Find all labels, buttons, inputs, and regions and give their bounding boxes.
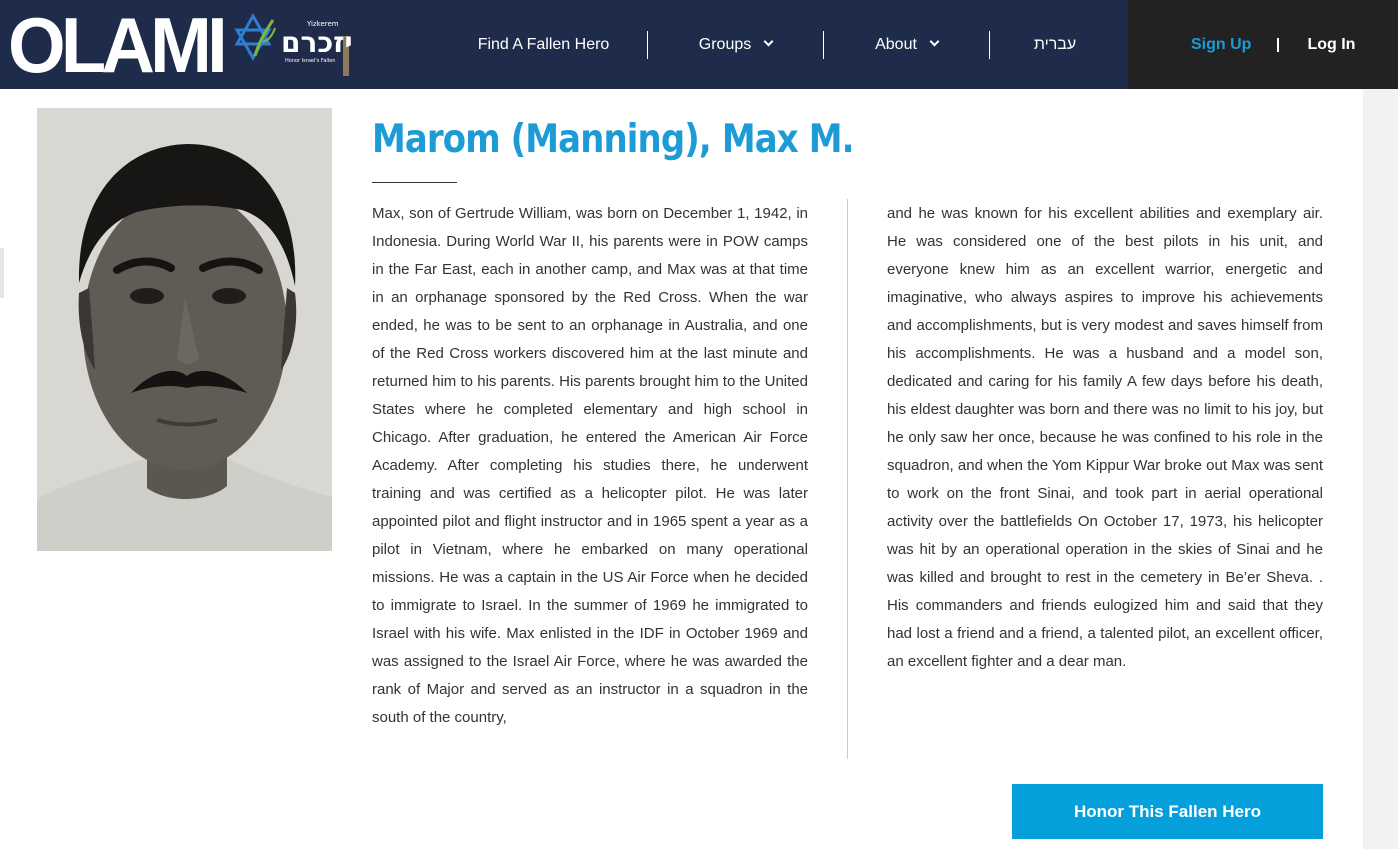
column-divider — [847, 199, 848, 759]
nav-groups[interactable] — [648, 31, 823, 59]
hero-portrait — [37, 108, 332, 551]
biography-column-1: Max, son of Gertrude William, was born on December 1, 1942, in Indonesia. During World War II, his parents were in POW camps in the Far East, each in another camp, and Max was at that time in an orphanage sponsored by the Red Cross. When the war ended, he was to be sent to an orphanage in Australia, and one of the Red Cross workers discovered him at the last minute and returned him to his parents. His parents brought him to the United States where he completed elementary and high school in Chicago. After graduation, he entered the American Air Force Academy. After completing his studies there, he underwent training and was certified as a helicopter pilot. He was later appointed pilot and flight instructor and in 1965 spent a year as a pilot in Vietnam, where he embarked on many operational missions. He was a captain in the US Air Force when he decided to immigrate to Israel. In the summer of 1969 he immigrated to Israel with his wife. Max enlisted in the IDF in October 1969 and was assigned to the Israel Air Force, where he was awarded the rank of Major and served as an instructor in a squadron in the south of the country, — [372, 205, 808, 726]
auth-divider — [1277, 38, 1279, 52]
nav-hebrew-language[interactable] — [990, 31, 1120, 59]
nav-find-fallen-hero-label: Find A Fallen Hero — [477, 35, 610, 53]
nav-groups-label: Groups — [698, 35, 752, 53]
biography-column-2: and he was known for his excellent abilities and exemplary air. He was considered one of the best pilots in his unit, and everyone knew him as an excellent warrior, energetic and imaginative, who always aspires to improve his achievements and accomplishments, but is very modest and saves himself from his accomplishments. He was a husband and a model son, dedicated and caring for his family A few days before his death, his eldest daughter was born and there was no limit to his joy, but he only saw her once, because he was confined to his role in the squadron, and when the Yom Kippur War broke out Max was sent to work on the front Sinai, and took part in aerial operational activity over the battlefields On October 17, 1973, his helicopter was hit by an operational operation in the skies of Sinai and he was killed and brought to rest in the cemetery in Be’er Sheva. . His commanders and friends eulogized him and said that they had lost a friend and a friend, a talented pilot, an excellent officer, an excellent fighter and a dear man. — [887, 205, 1323, 670]
yizkerem-tagline: Honor Israel's Fallen — [285, 58, 336, 64]
side-tab[interactable] — [0, 248, 4, 298]
olami-logo[interactable]: OLAMI — [8, 1, 223, 89]
yizkerem-latin: Yizkerem — [307, 20, 339, 28]
sign-up-link[interactable]: Sign Up — [1191, 35, 1252, 53]
chevron-down-icon — [764, 37, 774, 47]
auth-area — [1128, 0, 1398, 89]
nav-find-fallen-hero[interactable] — [440, 31, 647, 59]
nav-hebrew-label: עברית — [1033, 35, 1077, 53]
page-side-gutter — [1363, 89, 1398, 849]
log-in-link[interactable]: Log In — [1307, 35, 1356, 53]
star-of-david-icon — [233, 12, 355, 78]
yizkerem-logo[interactable] — [233, 12, 355, 78]
hero-name-title: Marom (Manning), Max M. — [372, 117, 854, 162]
site-header — [0, 0, 1398, 89]
title-underline — [372, 182, 457, 183]
nav-about-label: About — [875, 35, 917, 53]
nav-about[interactable] — [824, 31, 989, 59]
chevron-down-icon — [929, 37, 939, 47]
yizkerem-hebrew: יזכרם — [281, 26, 353, 59]
main-nav — [440, 0, 1120, 89]
honor-fallen-hero-button[interactable]: Honor This Fallen Hero — [1012, 784, 1323, 839]
